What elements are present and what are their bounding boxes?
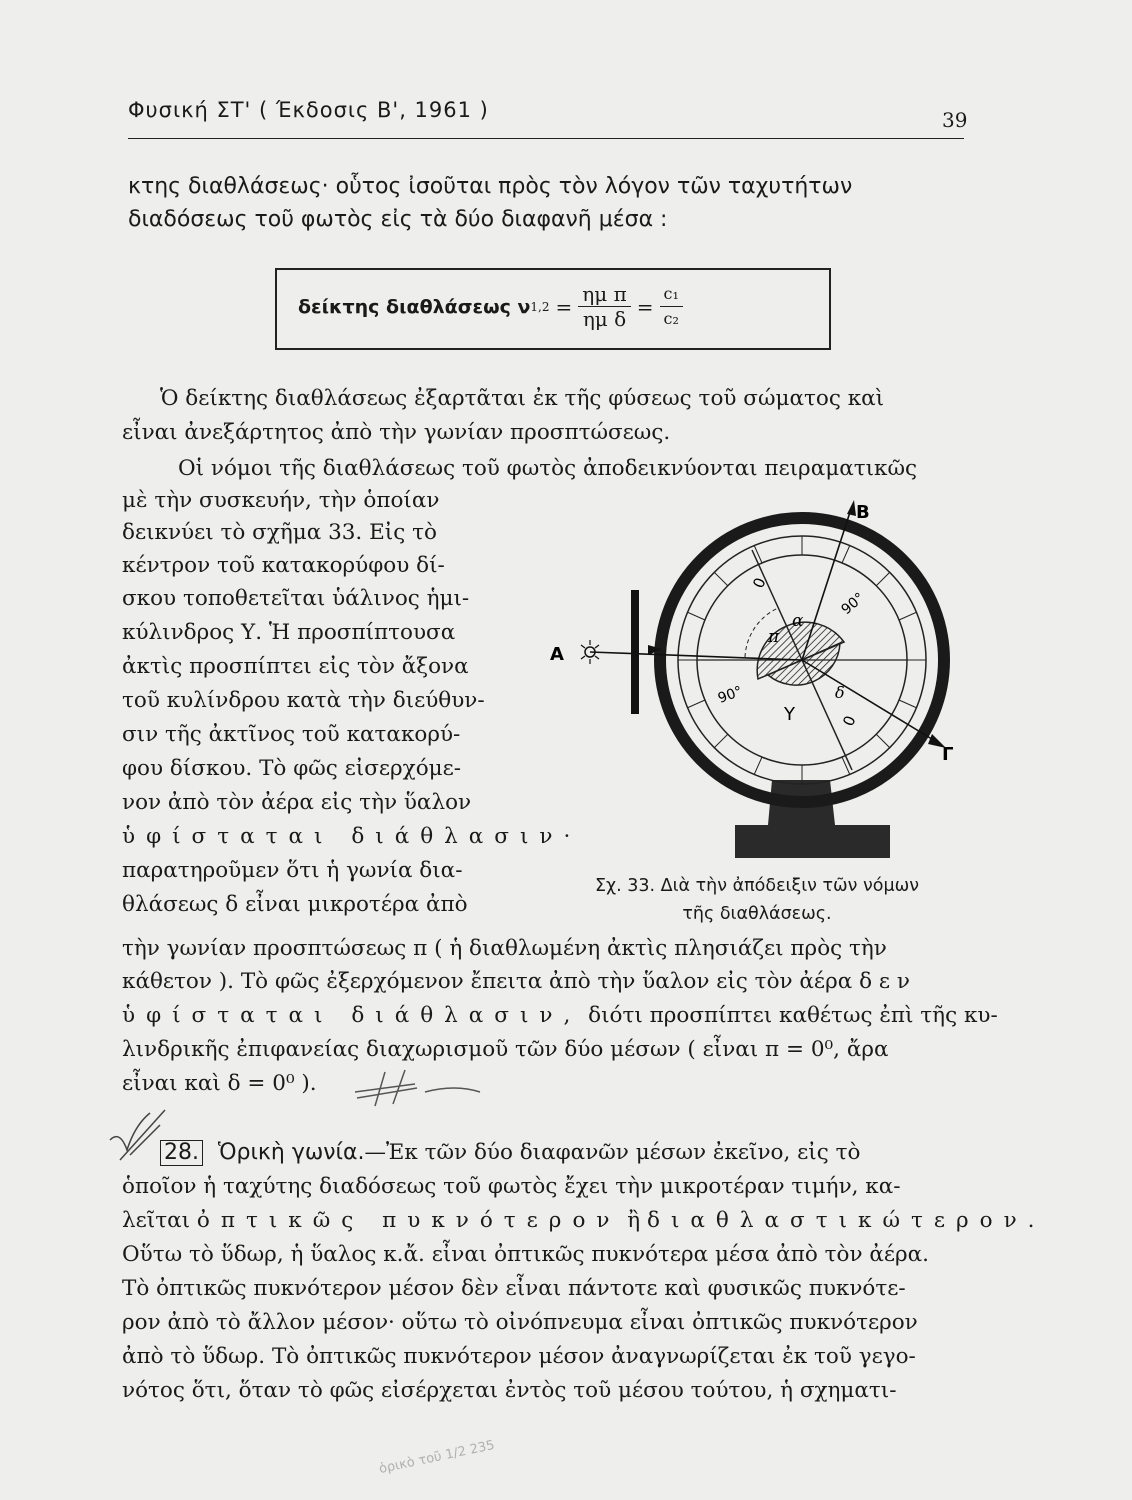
section-28-line-8: νότος ὅτι, ὅταν τὸ φῶς εἰσέρχεται ἐντὸς τοῦ μέσου τούτου, ἡ σχηματι- bbox=[122, 1378, 897, 1403]
para2-col-line: κέντρον τοῦ κατακορύφου δί- bbox=[122, 553, 445, 578]
speed-ratio-fraction bbox=[660, 282, 683, 331]
spaced-term-optically-denser: ὀπτικῶς πυκνότερον bbox=[196, 1208, 621, 1233]
label-b: B bbox=[856, 502, 870, 523]
label-upsilon: Υ bbox=[784, 704, 795, 725]
para2-col-line: παρατηροῦμεν ὅτι ἡ γωνία δια- bbox=[122, 858, 463, 883]
para2-tail-line-5: εἶναι καὶ δ = 0⁰ ). bbox=[122, 1071, 317, 1096]
formula-equals-1: = bbox=[555, 294, 573, 319]
para2-col-line: δεικνύει τὸ σχῆμα 33. Εἰς τὸ bbox=[122, 520, 437, 545]
slit-screen bbox=[631, 590, 639, 714]
figure-caption-line-2: τῆς διαθλάσεως. bbox=[682, 904, 832, 924]
figure-caption-line-1: Σχ. 33. Διὰ τὴν ἀπόδειξιν τῶν νόμων bbox=[594, 876, 920, 896]
formula-label: δείκτης διαθλάσεως ν bbox=[298, 295, 531, 318]
para2-col-line: θλάσεως δ εἶναι μικροτέρα ἀπὸ bbox=[122, 892, 468, 917]
para2-col-line: κύλινδρος Υ. Ἡ προσπίπτουσα bbox=[122, 620, 456, 645]
para1-line-2: εἶναι ἀνεξάρτητος ἀπὸ τὴν γωνίαν προσπτώσεως. bbox=[122, 420, 671, 445]
section-28-line-5: Τὸ ὀπτικῶς πυκνότερον μέσον δὲν εἶναι πάντοτε καὶ φυσικῶς πυκνότε- bbox=[122, 1276, 906, 1301]
speed-ratio-denominator: c₂ bbox=[663, 309, 679, 328]
intro-line-1: κτης διαθλάσεως· οὗτος ἰσοῦται πρὸς τὸν λόγον τῶν ταχυτήτων bbox=[128, 174, 853, 199]
tail-line-3-rest: διότι προσπίπτει καθέτως ἐπὶ τῆς κυ- bbox=[581, 1003, 998, 1028]
label-zero-bottom: 0 bbox=[839, 713, 860, 729]
para2-col-line: νον ἀπὸ τὸν ἀέρα εἰς τὴν ὕαλον bbox=[122, 790, 472, 815]
section-number: 28. bbox=[160, 1140, 203, 1166]
label-zero-top: 0 bbox=[749, 575, 770, 591]
sine-ratio-denominator: ημ δ bbox=[582, 307, 627, 331]
para1-line-1: Ὁ δείκτης διαθλάσεως ἐξαρτᾶται ἐκ τῆς φύσεως τοῦ σώματος καὶ bbox=[160, 386, 885, 411]
pencil-scribble bbox=[345, 1062, 495, 1112]
para2-col-line: φου δίσκου. Τὸ φῶς εἰσερχόμε- bbox=[122, 756, 462, 781]
section-dash: — bbox=[364, 1140, 386, 1165]
intro-line-2: διαδόσεως τοῦ φωτὸς εἰς τὰ δύο διαφανῆ μέσα : bbox=[128, 207, 668, 232]
header-rule bbox=[128, 138, 964, 139]
para2-tail-line-1: τὴν γωνίαν προσπτώσεως π ( ἡ διαθλωμένη ἀκτὶς πλησιάζει πρὸς τὴν bbox=[122, 936, 887, 961]
sine-ratio-numerator: ημ π bbox=[578, 282, 630, 307]
para2-col-line: ὑφίσταται διάθλασιν· bbox=[122, 824, 582, 849]
refraction-apparatus-figure bbox=[540, 490, 970, 870]
formula-equals-2: = bbox=[636, 294, 654, 319]
label-90-top: 90° bbox=[838, 589, 868, 619]
label-a: A bbox=[550, 644, 564, 665]
formula-subscript: 1,2 bbox=[530, 299, 550, 314]
margin-note: ὁρικὸ τοῦ 1/2 235 bbox=[377, 1437, 496, 1478]
page-number: 39 bbox=[942, 108, 968, 132]
label-90-bottom: 90° bbox=[715, 683, 745, 707]
line3-or: ἢ bbox=[620, 1208, 648, 1233]
para2-col-line: σιν τῆς ἀκτῖνος τοῦ κατακορύ- bbox=[122, 722, 461, 747]
para2-tail-line-3 bbox=[122, 999, 998, 1032]
refraction-index-formula bbox=[298, 282, 689, 331]
figure-caption bbox=[552, 872, 962, 928]
label-gamma: Γ bbox=[942, 744, 954, 765]
section-28-line-6: ρον ἀπὸ τὸ ἄλλον μέσον· οὕτω τὸ οἰνόπνευμα εἶναι ὀπτικῶς πυκνότερον bbox=[122, 1310, 918, 1335]
running-title: Φυσική ΣΤ' ( Έκδοσις Β', 1961 ) bbox=[128, 98, 489, 122]
ray-b-arrow bbox=[847, 500, 856, 516]
para2-col-line: τοῦ κυλίνδρου κατὰ τὴν διεύθυν- bbox=[122, 688, 485, 713]
section-28-line-4: Οὕτω τὸ ὕδωρ, ἡ ὕαλος κ.ἄ. εἶναι ὀπτικῶς πυκνότερα μέσα ἀπὸ τὸν ἀέρα. bbox=[122, 1242, 929, 1267]
para2-col-line: σκου τοποθετεῖται ὑάλινος ἡμι- bbox=[122, 586, 470, 611]
label-alpha: α bbox=[792, 611, 804, 631]
section-28-line-1 bbox=[160, 1136, 860, 1169]
spaced-phrase: ὑφίσταται διάθλασιν, bbox=[122, 1003, 582, 1028]
speed-ratio-numerator: c₁ bbox=[660, 282, 683, 307]
para2-col-line: ἀκτὶς προσπίπτει εἰς τὸν ἄξονα bbox=[122, 654, 469, 679]
para2-col-line: μὲ τὴν συσκευήν, τὴν ὁποίαν bbox=[122, 488, 440, 513]
para2-tail-line-2: κάθετον ). Τὸ φῶς ἐξερχόμενον ἔπειτα ἀπὸ τὴν ὕαλον εἰς τὸν ἀέρα δ ε ν bbox=[122, 969, 910, 994]
section-28-intro: Ἐκ τῶν δύο διαφανῶν μέσων ἐκεῖνο, εἰς τὸ bbox=[386, 1140, 861, 1165]
sine-ratio-fraction bbox=[578, 282, 630, 331]
para2-tail-line-4: λινδρικῆς ἐπιφανείας διαχωρισμοῦ τῶν δύο μέσων ( εἶναι π = 0⁰, ἄρα bbox=[122, 1037, 889, 1062]
label-delta: δ bbox=[835, 683, 845, 702]
label-pi: π bbox=[768, 627, 780, 647]
section-title: Ὁρικὴ γωνία. bbox=[217, 1140, 365, 1165]
spaced-term-more-refractive: διαθλαστικώτερον. bbox=[647, 1208, 1046, 1233]
section-28-line-3 bbox=[122, 1204, 1046, 1237]
line3-start: λεῖται bbox=[122, 1208, 197, 1233]
para2-first-line: Οἱ νόμοι τῆς διαθλάσεως τοῦ φωτὸς ἀποδεικνύονται πειραματικῶς bbox=[178, 456, 918, 481]
section-28-line-2: ὁποῖον ἡ ταχύτης διαδόσεως τοῦ φωτὸς ἔχει τὴν μικροτέραν τιμήν, κα- bbox=[122, 1174, 901, 1199]
section-28-line-7: ἀπὸ τὸ ὕδωρ. Τὸ ὀπτικῶς πυκνότερον μέσον ἀναγνωρίζεται ἐκ τοῦ γεγο- bbox=[122, 1344, 916, 1369]
